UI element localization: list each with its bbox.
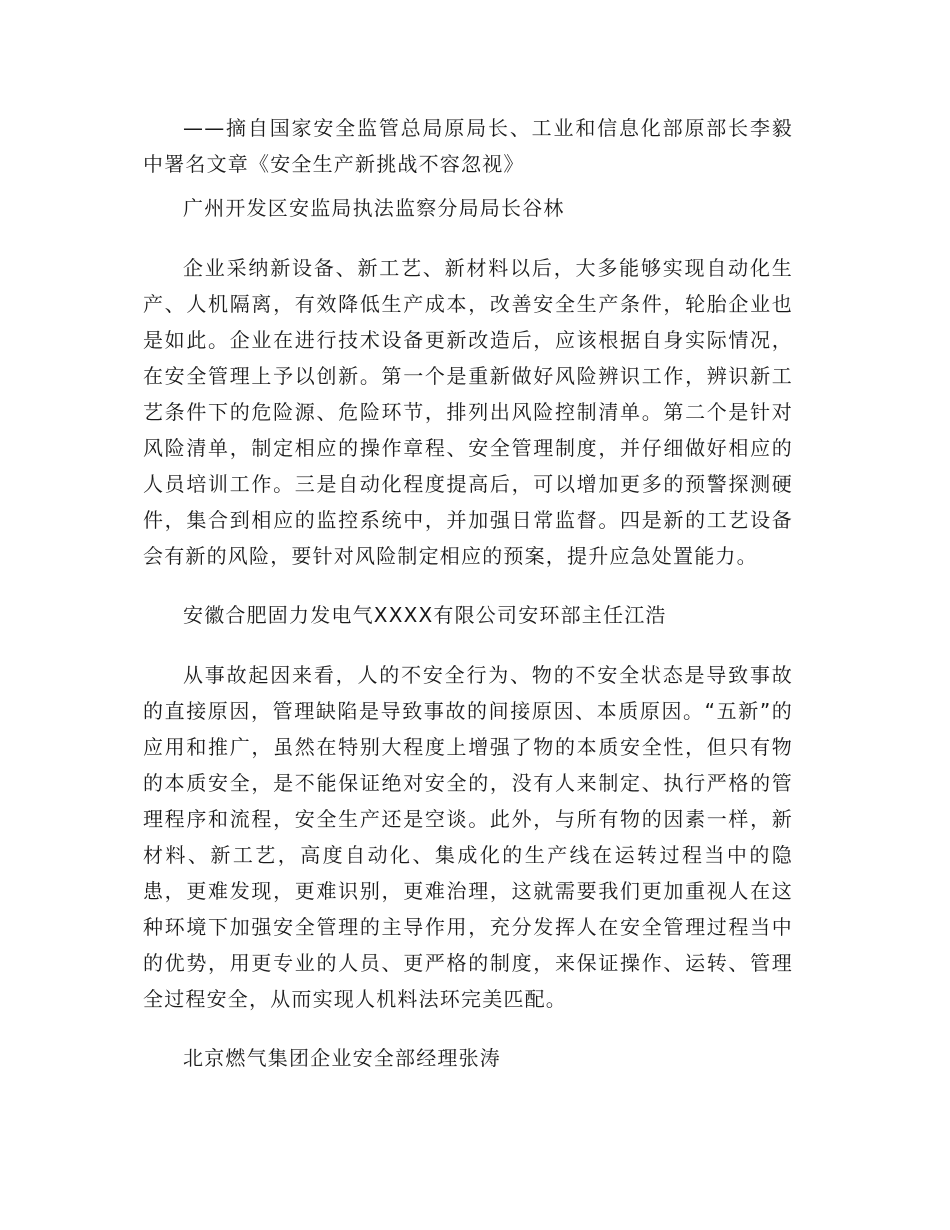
statement-paragraph-jiang-hao: 从事故起因来看，人的不安全行为、物的不安全状态是导致事故的直接原因，管理缺陷是导致事故的间接原因、本质原因。“五新”的应用和推广，虽然在特别大程度上增强了物的本质安全性，但只有物的本质安全，是不能保证绝对安全的，没有人来制定、执行严格的管理程序和流程，安全生产还是空谈。此外，与所有物的因素一样，新材料、新工艺，高度自动化、集成化的生产线在运转过程当中的隐患，更难发现，更难识别，更难治理，这就需要我们更加重视人在这种环境下加强安全管理的主导作用，充分发挥人在安全管理过程当中的优势，用更专业的人员、更严格的制度，来保证操作、运转、管理全过程安全，从而实现人机料法环完美匹配。 — [143, 663, 793, 1011]
statement-paragraph-gu-lin: 企业采纳新设备、新工艺、新材料以后，大多能够实现自动化生产、人机隔离，有效降低生产成本，改善安全生产条件，轮胎企业也是如此。企业在进行技术设备更新改造后，应该根据自身实际情况，在安全管理上予以创新。第一个是重新做好风险辨识工作，辨识新工艺条件下的危险源、危险环节，排列出风险控制清单。第二个是针对风险清单，制定相应的操作章程、安全管理制度，并仔细做好相应的人员培训工作。三是自动化程度提高后，可以增加更多的预警探测硬件，集合到相应的监控系统中，并加强日常监督。四是新的工艺设备会有新的风险，要针对风险制定相应的预案，提升应急处置能力。 — [143, 256, 793, 568]
quote-attribution: ——摘自国家安全监管总局原局长、工业和信息化部原部长李毅中署名文章《安全生产新挑战不容忽视》 — [143, 116, 793, 176]
document-body — [143, 110, 793, 1100]
speaker-heading-gu-lin: 广州开发区安监局执法监察分局局长谷林 — [183, 196, 565, 220]
speaker-heading-jiang-hao: 安徽合肥固力发电气XXXX有限公司安环部主任江浩 — [183, 603, 667, 627]
speaker-heading-zhang-tao: 北京燃气集团企业安全部经理张涛 — [183, 1046, 501, 1070]
